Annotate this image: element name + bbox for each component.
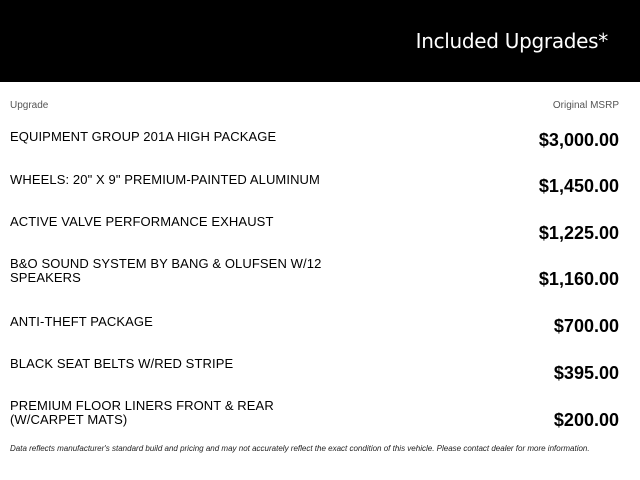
upgrade-price: $1,160.00 [538,269,619,289]
upgrade-name: ACTIVE VALVE PERFORMANCE EXHAUST [10,214,274,229]
header-bar [0,0,640,82]
upgrade-price: $395.00 [553,363,619,383]
upgrade-name: B&O SOUND SYSTEM BY BANG & OLUFSEN W/12 SPEAKERS [10,256,322,285]
column-header-upgrade: Upgrade [10,100,49,111]
disclaimer-text: Data reflects manufacturer's standard build and pricing and may not accurately reflect the exact condition of this vehicle. Please contact dealer for more information. [10,444,590,453]
upgrade-name: BLACK SEAT BELTS W/RED STRIPE [10,356,234,371]
column-headers [10,100,619,114]
upgrade-price: $200.00 [553,410,619,430]
upgrade-price: $1,225.00 [538,223,619,243]
upgrade-price: $700.00 [553,316,619,336]
upgrade-name: ANTI-THEFT PACKAGE [10,314,153,329]
upgrade-price: $1,450.00 [538,176,619,196]
upgrade-name: WHEELS: 20" X 9" PREMIUM-PAINTED ALUMINUM [10,172,320,187]
page-title: Included Upgrades* [415,29,608,53]
upgrade-name: EQUIPMENT GROUP 201A HIGH PACKAGE [10,129,277,144]
upgrade-name: PREMIUM FLOOR LINERS FRONT & REAR (W/CARPET MATS) [10,398,274,427]
upgrade-price: $3,000.00 [538,130,619,150]
column-header-msrp: Original MSRP [552,100,619,111]
